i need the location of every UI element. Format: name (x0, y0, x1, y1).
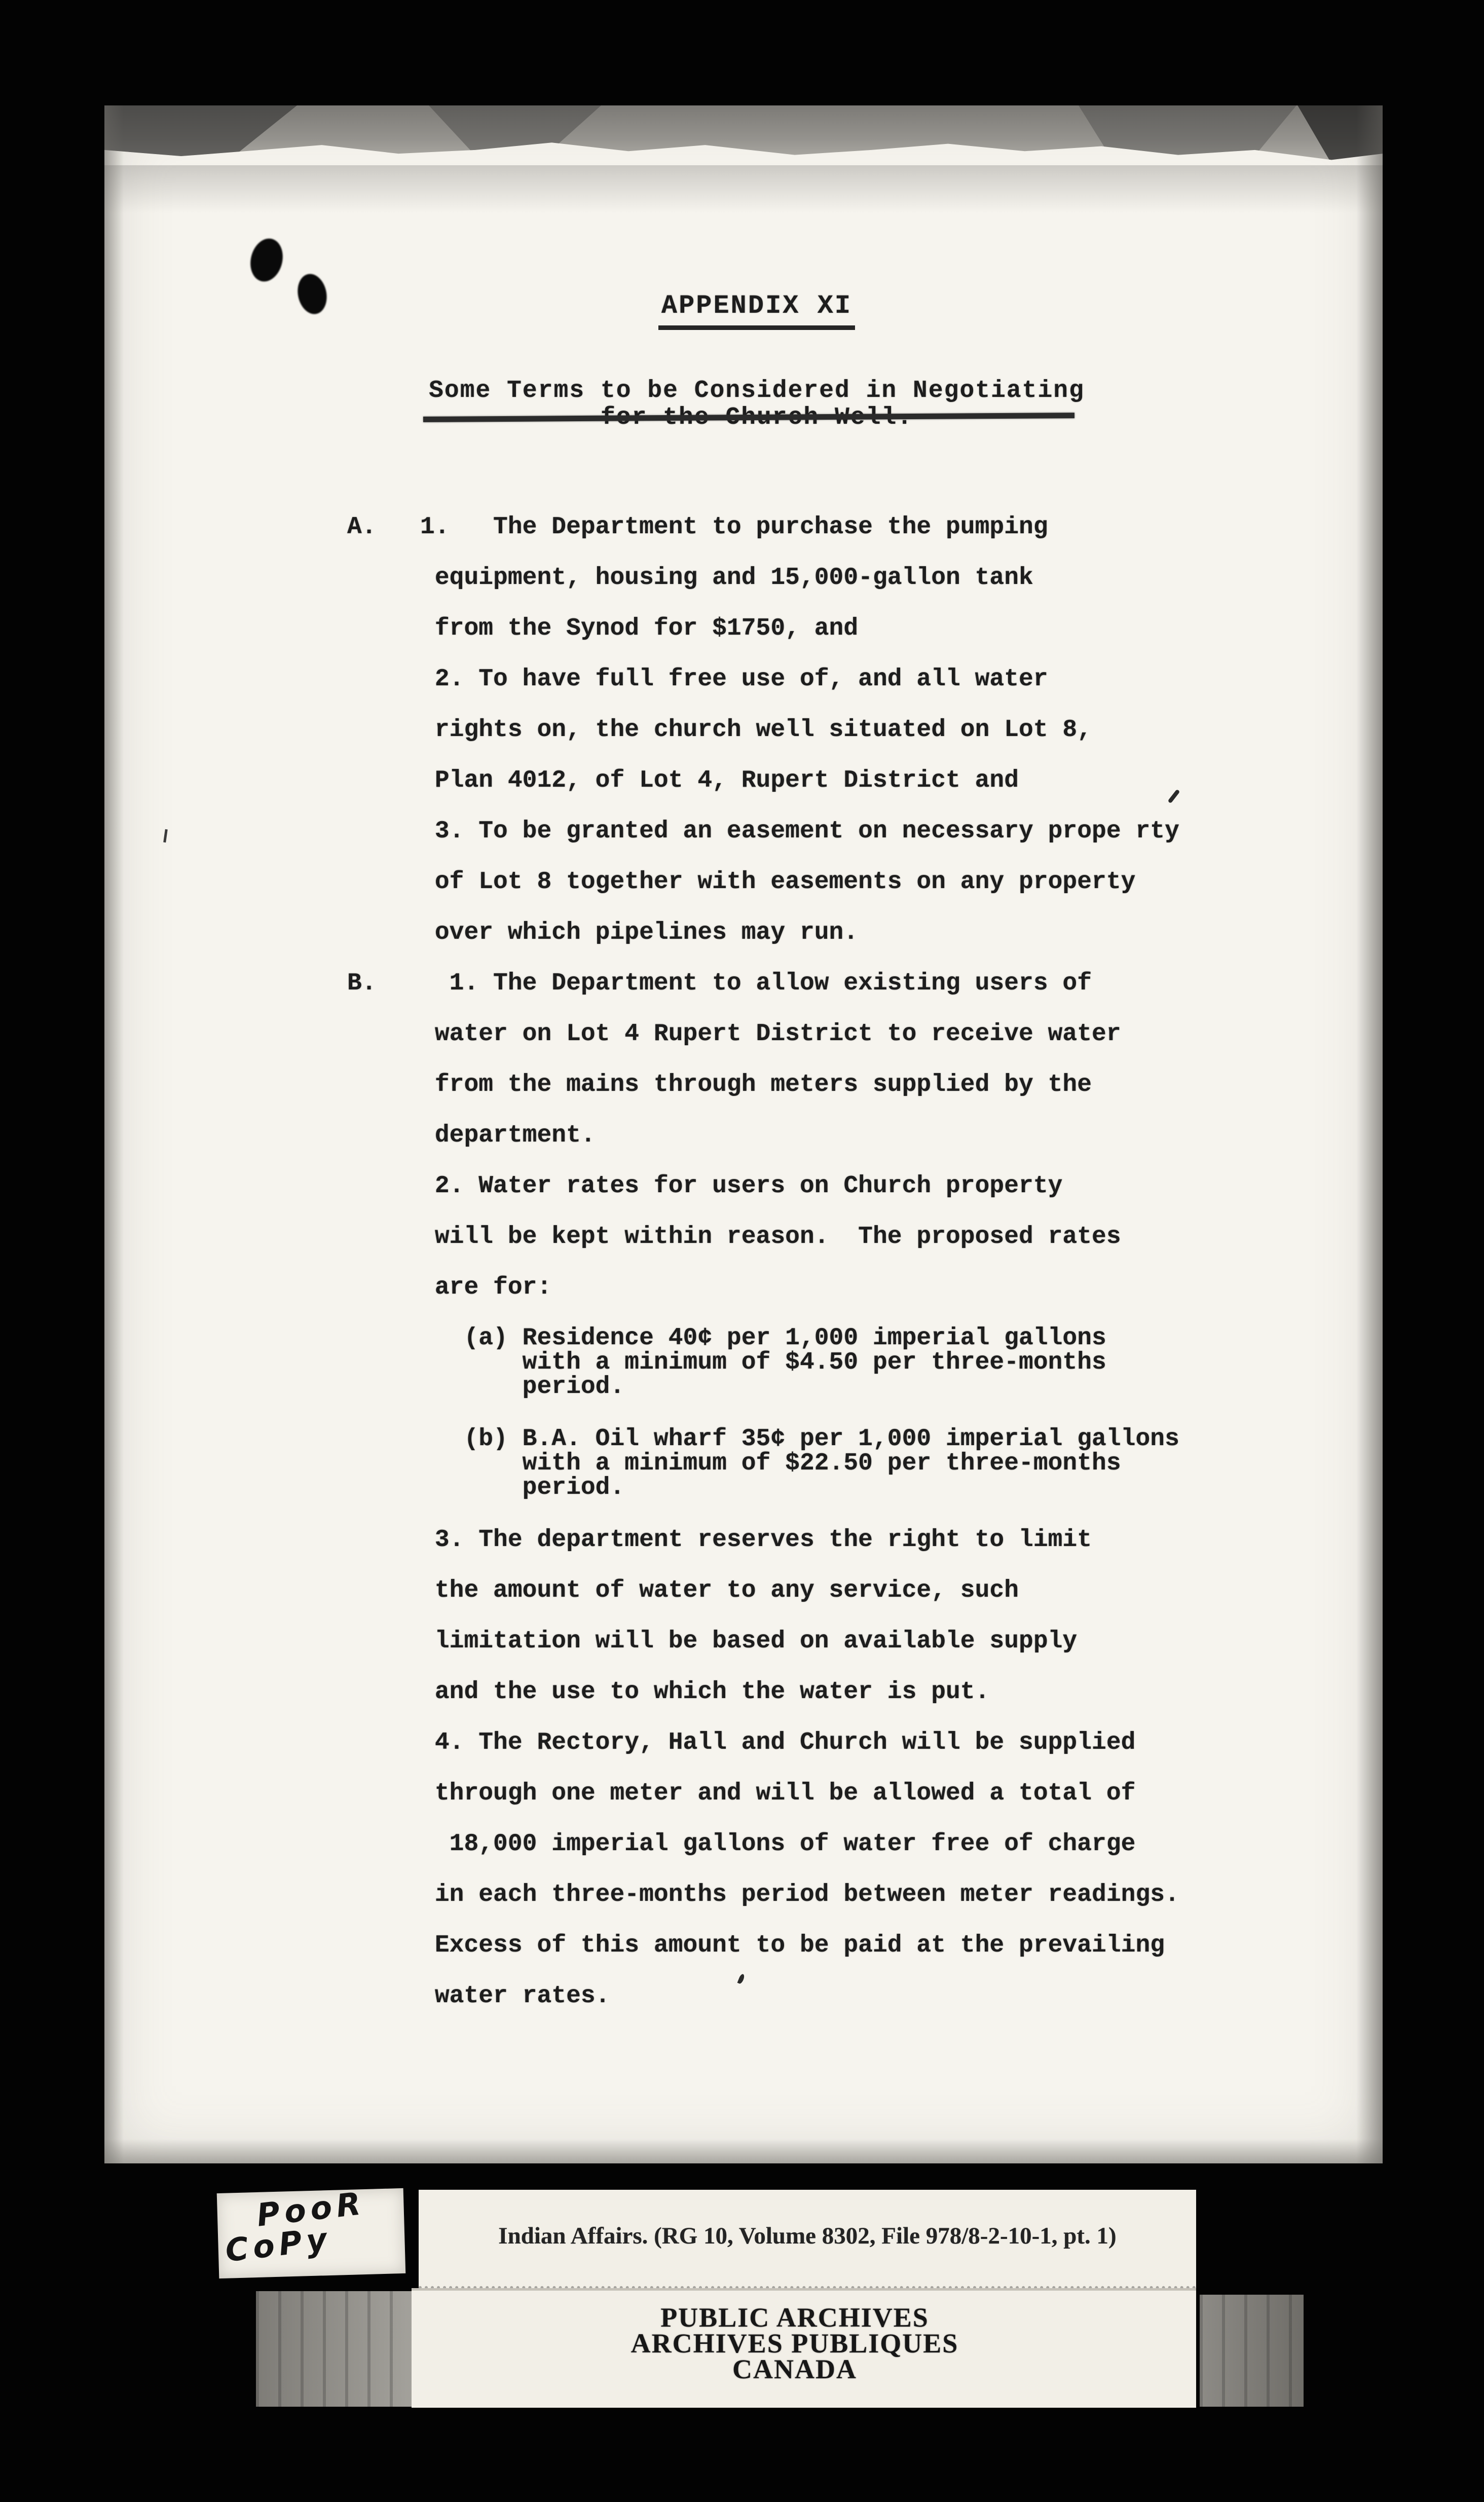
typed-line: through one meter and will be allowed a total of (347, 1780, 1136, 1807)
ink-blot (246, 235, 287, 285)
torn-edge-shadow (429, 105, 601, 152)
typed-line: 2. To have full free use of, and all water (347, 666, 1048, 693)
typed-line: over which pipelines may run. (347, 919, 859, 946)
typed-line: B. 1. The Department to allow existing users of (347, 970, 1092, 997)
typed-line: 3. To be granted an easement on necessary prope rty (347, 818, 1179, 845)
document-page (104, 105, 1383, 2163)
typed-line: of Lot 8 together with easements on any property (347, 868, 1136, 896)
archive-reference-text: Indian Affairs. (RG 10, Volume 8302, File 978/8-2-10-1, pt. 1) (498, 2223, 1117, 2249)
typed-line: Plan 4012, of Lot 4, Rupert District and (347, 767, 1019, 794)
film-artifact-block (1200, 2295, 1304, 2407)
typed-line: 2. Water rates for users on Church property (347, 1172, 1063, 1200)
document-subtitle (104, 378, 1383, 431)
typed-line: and the use to which the water is put. (347, 1678, 990, 1706)
typed-line: with a minimum of $4.50 per three-months (347, 1349, 1106, 1376)
typed-line: in each three-months period between meter readings. (347, 1881, 1179, 1908)
typed-line: from the Synod for $1750, and (347, 615, 859, 642)
torn-edge-shadow (1079, 105, 1296, 158)
typed-line: (b) B.A. Oil wharf 35¢ per 1,000 imperial gallons (347, 1425, 1179, 1453)
typed-line: with a minimum of $22.50 per three-months (347, 1450, 1121, 1477)
typed-line: equipment, housing and 15,000-gallon tank (347, 564, 1033, 592)
typed-line: will be kept within reason. The proposed rates (347, 1223, 1121, 1250)
page-title: APPENDIX XI (658, 292, 855, 330)
typed-line: 3. The department reserves the right to limit (347, 1526, 1092, 1554)
handwritten-text: CoPy (223, 2220, 333, 2269)
typed-line: water on Lot 4 Rupert District to receive water (347, 1020, 1121, 1048)
film-artifact-block (256, 2291, 412, 2407)
typed-line: the amount of water to any service, such (347, 1577, 1019, 1604)
typed-line: period. (347, 1373, 625, 1401)
handwritten-text: PooR (254, 2184, 367, 2234)
paper-shading (104, 165, 1383, 213)
page-edge-shadow (104, 2139, 1383, 2163)
typed-line: from the mains through meters supplied by the (347, 1071, 1092, 1098)
torn-edge-shadow (104, 105, 297, 167)
archive-reference-strip (419, 2190, 1196, 2289)
typed-line: department. (347, 1122, 596, 1149)
public-archives-stamp (412, 2291, 1196, 2382)
stamp-line: ARCHIVES PUBLIQUES (630, 2328, 959, 2359)
poor-copy-label (217, 2184, 406, 2278)
torn-paper-edge (104, 105, 1383, 167)
subtitle-line: Some Terms to be Considered in Negotiating (429, 377, 1085, 404)
typed-line: 18,000 imperial gallons of water free of charge (347, 1830, 1136, 1858)
typed-line: (a) Residence 40¢ per 1,000 imperial gallons (347, 1324, 1106, 1352)
typed-line: period. (347, 1474, 625, 1501)
typed-line: water rates. (347, 1982, 610, 2010)
typed-line: Excess of this amount to be paid at the prevailing (347, 1932, 1165, 1959)
typed-line: rights on, the church well situated on Lot 8, (347, 716, 1092, 744)
title-row (104, 292, 1383, 330)
typed-line: are for: (347, 1274, 552, 1301)
typed-body (347, 466, 1179, 2083)
ink-speck (163, 829, 168, 842)
typed-line: A. 1. The Department to purchase the pumping (347, 513, 1048, 541)
public-archives-stamp-strip (412, 2288, 1196, 2408)
stamp-line: CANADA (732, 2354, 857, 2384)
typed-line: 4. The Rectory, Hall and Church will be supplied (347, 1729, 1136, 1756)
typed-line: limitation will be based on available supply (347, 1628, 1078, 1655)
stamp-line: PUBLIC ARCHIVES (660, 2302, 929, 2333)
